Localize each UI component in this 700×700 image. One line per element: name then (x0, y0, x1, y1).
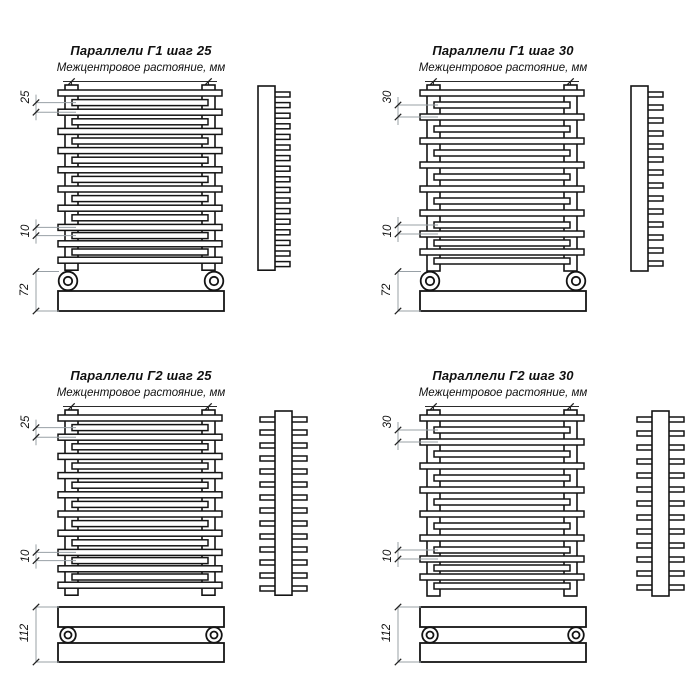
bottom-step-dimension-value: 10 (20, 224, 32, 238)
quadrant-g1-step25 (0, 0, 350, 360)
quadrant-g2-step30 (362, 325, 700, 685)
plan-view (58, 272, 224, 311)
depth-dimension (395, 604, 421, 665)
drawing-title: Параллели Г2 шаг 25 (70, 368, 212, 383)
center-distance-label: Межцентровое растояние, мм (418, 62, 588, 74)
side-view (258, 86, 290, 270)
depth-dimension (33, 268, 59, 314)
step-dimension-value: 25 (20, 415, 32, 429)
quadrant-g2-step25 (0, 325, 350, 685)
center-distance-dimension (63, 78, 217, 87)
step-dimension-value: 25 (20, 90, 32, 104)
plan-view (420, 607, 586, 662)
bottom-step-dimension-value: 10 (20, 549, 32, 563)
step-dimension-value: 30 (382, 90, 394, 104)
center-distance-label: Межцентровое растояние, мм (56, 62, 226, 74)
quadrant-g1-step30 (362, 0, 700, 360)
depth-dimension (395, 268, 421, 314)
depth-dimension-value: 72 (19, 283, 31, 297)
front-view (58, 85, 222, 270)
side-view (631, 86, 663, 271)
depth-dimension (33, 604, 59, 665)
front-view (420, 85, 584, 271)
drawing-title: Параллели Г1 шаг 30 (432, 43, 574, 58)
bottom-step-dimension-value: 10 (382, 549, 394, 563)
center-distance-label: Межцентровое растояние, мм (56, 387, 226, 399)
depth-dimension-value: 112 (19, 623, 31, 643)
center-distance-dimension (425, 403, 579, 412)
side-view (637, 411, 684, 596)
step-dimension-value: 30 (382, 415, 394, 429)
plan-view (420, 272, 586, 311)
bottom-step-dimension-value: 10 (382, 224, 394, 238)
center-distance-dimension (425, 78, 579, 87)
depth-dimension-value: 112 (381, 623, 393, 643)
plan-view (58, 607, 224, 662)
center-distance-dimension (63, 403, 217, 412)
depth-dimension-value: 72 (381, 283, 393, 297)
drawing-title: Параллели Г2 шаг 30 (432, 368, 574, 383)
front-view (420, 410, 584, 596)
drawing-title: Параллели Г1 шаг 25 (70, 43, 212, 58)
front-view (58, 410, 222, 595)
side-view (260, 411, 307, 595)
center-distance-label: Межцентровое растояние, мм (418, 387, 588, 399)
